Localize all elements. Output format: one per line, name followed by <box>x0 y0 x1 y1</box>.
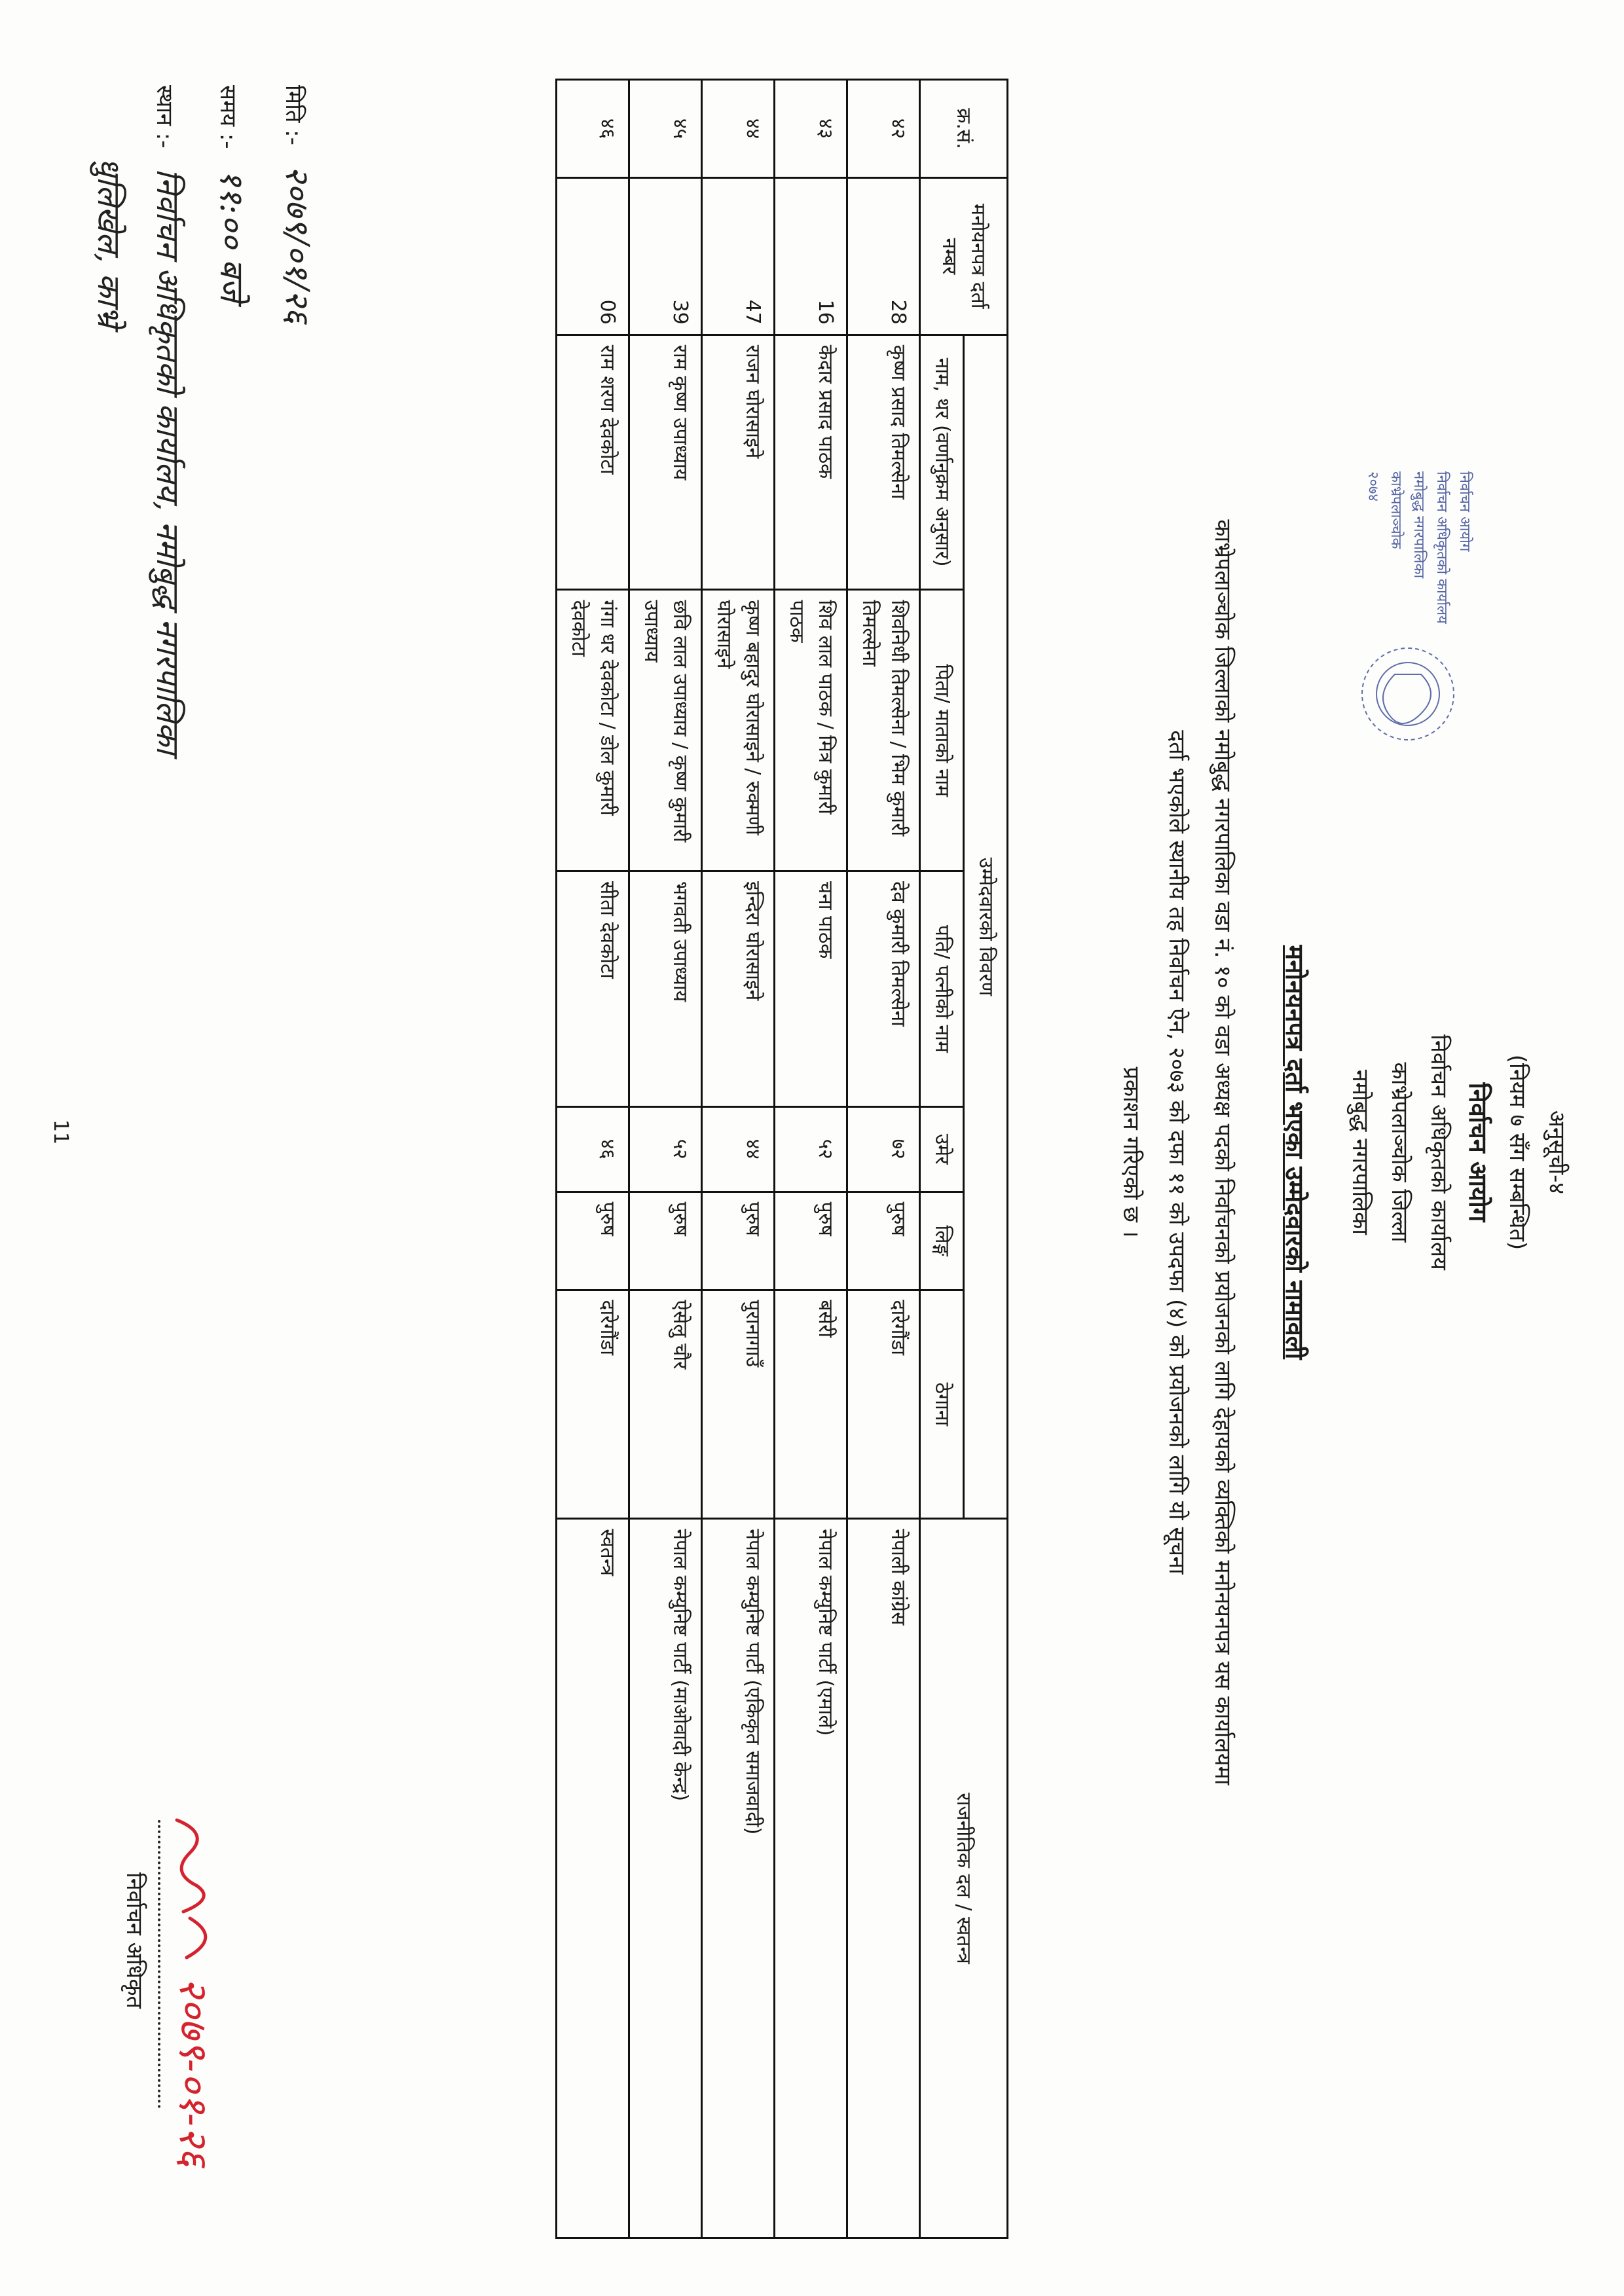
table-header-row <box>964 80 1008 2238</box>
cell-parents: छवि लाल उपाध्याय / कृष्ण कुमारी उपाध्याय <box>629 590 702 871</box>
cell-name: केदार प्रसाद पाठक <box>775 335 847 590</box>
cell-age: ५२ <box>775 1106 847 1192</box>
cell-spouse: सीता देवकोटा <box>557 871 629 1107</box>
cell-gender: पुरुष <box>847 1192 920 1290</box>
place-row <box>147 85 190 1525</box>
cell-parents: गंगा धर देवकोटा / डोल कुमारी देवकोटा <box>557 590 629 871</box>
cell-gender: पुरुष <box>702 1192 775 1290</box>
header-address: ठेगाना <box>920 1290 964 1519</box>
seal-text-1: निर्वाचन आयोग <box>1456 471 1473 552</box>
header-sn: क्र.सं. <box>920 80 1008 178</box>
header-parents: पिता/ माताको नाम <box>920 590 964 871</box>
district-name: काभ्रेपलाञ्चोक जिल्ला <box>1386 1062 1412 1243</box>
cell-sn: ४५ <box>629 80 702 178</box>
time-value: ११:०० बजे <box>213 169 251 302</box>
cell-sn: ४२ <box>847 80 920 178</box>
place-value: निर्वाचन अधिकृतको कार्यालय, नमोबुद्ध नगरपालिका <box>149 168 186 754</box>
cell-spouse: भगवती उपाध्याय <box>629 871 702 1107</box>
table-row <box>702 80 775 2238</box>
signature-line <box>158 1820 160 2108</box>
cell-sn: ४३ <box>775 80 847 178</box>
seal-text-3: नमोबुद्ध नगरपालिका <box>1411 471 1427 579</box>
date-value: २०७९/०१/२६ <box>278 165 316 324</box>
header-age: उमेर <box>920 1106 964 1192</box>
cell-reg-no: 16 <box>775 177 847 335</box>
cell-sn: ४४ <box>702 80 775 178</box>
date-row <box>276 85 321 323</box>
cell-address: ऐसेलु चौर <box>629 1290 702 1519</box>
date-label: मिति :- <box>280 85 306 145</box>
official-seal-icon <box>1329 465 1486 746</box>
municipality-name: नमोबुद्ध नगरपालिका <box>1347 1069 1373 1235</box>
cell-sn: ४६ <box>557 80 629 178</box>
candidate-table <box>555 79 1008 2239</box>
time-label: समय :- <box>215 85 241 149</box>
header-name: नाम, थर (वर्णानुक्रम अनुसार) <box>920 335 964 590</box>
schedule-number: अनुसूची-४ <box>1543 1110 1570 1195</box>
seal-text-4: काभ्रेपलाञ्चोक <box>1388 471 1404 549</box>
cell-address: दारेगौंडा <box>557 1290 629 1519</box>
commission-name: निर्वाचन आयोग <box>1464 1082 1492 1222</box>
table-row <box>847 80 920 2238</box>
intro-line-3: प्रकाशन गरिएको छ । <box>1118 1066 1144 1238</box>
cell-age: ५२ <box>629 1106 702 1192</box>
cell-parents: शिवनिधी तिमल्सेना / भिम कुमारी तिमल्सेना <box>847 590 920 871</box>
cell-age: ४४ <box>702 1106 775 1192</box>
header-spouse: पति/ पत्नीको नाम <box>920 871 964 1107</box>
cell-address: बसेरी <box>775 1290 847 1519</box>
intro-line-2: दर्ता भएकोले स्थानीय तह निर्वाचन ऐन, २०७३ को दफा ११ को उपदफा (४) को प्रयोजनको लागि यो सूचना <box>1164 730 1190 1575</box>
cell-gender: पुरुष <box>775 1192 847 1290</box>
cell-reg-no: 47 <box>702 177 775 335</box>
cell-name: कृष्ण प्रसाद तिमल्सेना <box>847 335 920 590</box>
cell-age: ४६ <box>557 1106 629 1192</box>
table-row <box>557 80 629 2238</box>
handwritten-date: २०७९-०१-२६ <box>170 1977 216 2168</box>
header-gender: लिङ्ग <box>920 1192 964 1290</box>
office-name: निर्वाचन अधिकृतको कार्यालय <box>1426 1034 1452 1270</box>
rotated-notice <box>26 39 1598 2265</box>
cell-party: स्वतन्त्र <box>557 1519 629 2238</box>
cell-address: दारेगौंडा <box>847 1290 920 1519</box>
cell-name: राजन घोरासाइने <box>702 335 775 590</box>
cell-name: राम कृष्ण उपाध्याय <box>629 335 702 590</box>
cell-reg-no: 06 <box>557 177 629 335</box>
page-number: 11 <box>49 1120 72 1145</box>
header-reg-no: मनोयनपत्र दर्ता नम्बर <box>920 177 1008 335</box>
cell-party: नेपाल कम्युनिष्ट पार्टी (माओवादी केन्द्र) <box>629 1519 702 2238</box>
seal-text-2: निर्वाचन अधिकृतको कार्यालय <box>1433 471 1450 624</box>
header-candidate-details: उम्मेदवारको विवरण <box>964 335 1008 1518</box>
cell-parents: कृष्ण बहादुर घोरासाइने / रुक्मणी घोरासाइने <box>702 590 775 871</box>
cell-party: नेपाल कम्युनिष्ट पार्टी (एमाले) <box>775 1519 847 2238</box>
time-row <box>211 85 255 302</box>
cell-name: राम शरण देवकोटा <box>557 335 629 590</box>
cell-address: पुरानागाउँ <box>702 1290 775 1519</box>
notice-title: मनोनयनपत्र दर्ता भएका उम्मेदवारको नामावली <box>1280 945 1309 1360</box>
header-party: राजनीतिक दल / स्वतन्त्र <box>920 1519 1008 2238</box>
cell-age: ७२ <box>847 1106 920 1192</box>
cell-reg-no: 39 <box>629 177 702 335</box>
cell-spouse: चना पाठक <box>775 871 847 1107</box>
rule-reference: (नियम ७ सँग सम्बन्धित) <box>1504 1054 1530 1250</box>
cell-spouse: इन्दिरा घोरासाइने <box>702 871 775 1107</box>
place-label: स्थान :- <box>151 85 177 149</box>
cell-reg-no: 28 <box>847 177 920 335</box>
title-wrap <box>1278 39 1310 2265</box>
table-row <box>775 80 847 2238</box>
cell-parents: शिव लाल पाठक / मित्र कुमारी पाठक <box>775 590 847 871</box>
cell-party: नेपाली कांग्रेस <box>847 1519 920 2238</box>
seal-text-5: २०७४ <box>1365 471 1381 501</box>
cell-spouse: देव कुमारी तिमल्सेना <box>847 871 920 1107</box>
officer-title: निर्वाचन अधिकृत <box>121 1872 147 2009</box>
cell-party: नेपाल कम्युनिष्ट पार्टी (एकिकृत समाजवादी) <box>702 1519 775 2238</box>
officer-signature-icon <box>157 1807 236 2226</box>
cell-gender: पुरुष <box>629 1192 702 1290</box>
place-value-2: धुलिखेल, काभ्रे <box>90 157 127 327</box>
intro-line-1: काभ्रेपलाञ्चोक जिल्लाको नमोबुद्ध नगरपालिका वडा नं. १० को वडा अध्यक्ष पदको निर्वाचनको प्रयोजनको लागि देहायको व्यक्तिको मनोनयनपत्र यस कार्यालयमा <box>1209 519 1236 1785</box>
table-row <box>629 80 702 2238</box>
cell-gender: पुरुष <box>557 1192 629 1290</box>
